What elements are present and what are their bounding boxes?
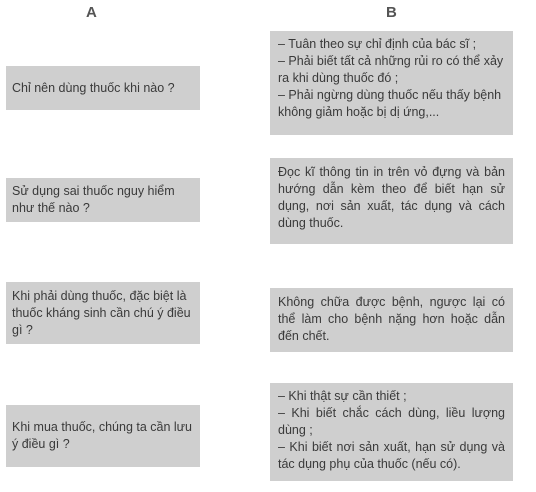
question-text-3: Khi phải dùng thuốc, đặc biệt là thuốc kháng sinh cần chú ý điều gì ?	[12, 288, 191, 337]
answer-1-item-1: – Tuân theo sự chỉ định của bác sĩ ;	[278, 37, 477, 51]
answer-box-3	[270, 288, 513, 352]
answer-2-text: Đọc kĩ thông tin in trên vỏ đựng và bản hướng dẫn kèm theo để biết hạn sử dụng, nơi sản xuất, tác dụng và cách dùng thuốc.	[278, 165, 505, 230]
question-box-4	[6, 405, 200, 467]
question-box-3	[6, 282, 200, 344]
question-box-1	[6, 66, 200, 110]
answer-1-item-2: – Phải biết tất cả những rủi ro có thể xảy ra khi dùng thuốc đó ;	[278, 54, 504, 85]
answer-box-1	[270, 31, 513, 135]
question-text-2: Sử dụng sai thuốc nguy hiểm như thế nào ?	[12, 184, 175, 215]
answer-3-text: Không chữa được bệnh, ngược lại có thể làm cho bệnh nặng hơn hoặc dẫn đến chết.	[278, 295, 505, 343]
answer-4-item-2: – Khi biết chắc cách dùng, liều lượng dùng ;	[278, 406, 505, 437]
question-text-1: Chỉ nên dùng thuốc khi nào ?	[12, 80, 175, 95]
answer-1-item-3: – Phải ngừng dùng thuốc nếu thấy bệnh không giảm hoặc bị dị ứng,...	[278, 88, 502, 119]
answer-box-4	[270, 383, 513, 481]
column-a-header: A	[86, 4, 97, 21]
answer-4-item-3: – Khi biết nơi sản xuất, hạn sử dụng và tác dụng phụ của thuốc (nếu có).	[278, 440, 505, 471]
answer-box-2	[270, 158, 513, 244]
question-box-2	[6, 178, 200, 222]
column-b-header: B	[386, 4, 397, 21]
answer-4-item-1: – Khi thật sự cần thiết ;	[278, 389, 407, 403]
question-text-4: Khi mua thuốc, chúng ta cần lưu ý điều gì ?	[12, 420, 193, 451]
